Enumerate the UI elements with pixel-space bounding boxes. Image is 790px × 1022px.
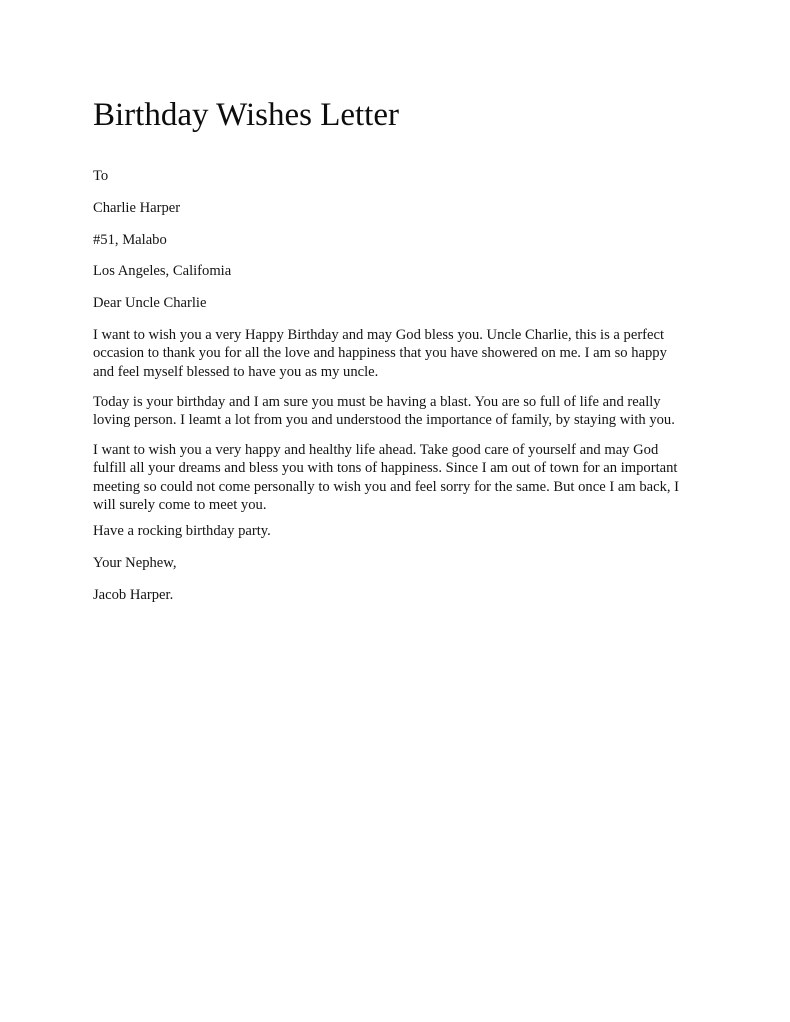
body-paragraph-3	[93, 441, 733, 515]
recipient-name: Charlie Harper	[93, 200, 181, 216]
signature: Jacob Harper.	[93, 587, 174, 603]
paragraph-line: fulfill all your dreams and bless you with tons of happiness. Since I am out of town for an important	[93, 460, 678, 477]
address-city-state: Los Angeles, Califomia	[93, 263, 232, 279]
paragraph-line: occasion to thank you for all the love and happiness that you have showered on me. I am so happy	[93, 345, 667, 362]
closing-line: Have a rocking birthday party.	[93, 523, 271, 539]
body-paragraph-1	[93, 326, 733, 381]
paragraph-line: Today is your birthday and I am sure you must be having a blast. You are so full of life and really	[93, 394, 661, 410]
body-paragraph-2	[93, 393, 733, 430]
address-street: #51, Malabo	[93, 232, 167, 248]
greeting: Dear Uncle Charlie	[93, 295, 207, 311]
document-title: Birthday Wishes Letter	[93, 97, 399, 133]
paragraph-line: meeting so could not come personally to wish you and feel sorry for the same. But once I am back, I	[93, 478, 680, 495]
paragraph-line: and feel myself blessed to have you as my uncle.	[93, 363, 379, 380]
paragraph-line: I want to wish you a very Happy Birthday and may God bless you. Uncle Charlie, this is a perfect	[93, 327, 665, 343]
address-to: To	[93, 168, 109, 184]
sign-off: Your Nephew,	[93, 555, 177, 571]
paragraph-line: I want to wish you a very happy and healthy life ahead. Take good care of yourself and may God	[93, 442, 659, 458]
paragraph-line: will surely come to meet you.	[93, 497, 267, 514]
paragraph-line: loving person. I leamt a lot from you and understood the importance of family, by staying with you.	[93, 412, 675, 429]
